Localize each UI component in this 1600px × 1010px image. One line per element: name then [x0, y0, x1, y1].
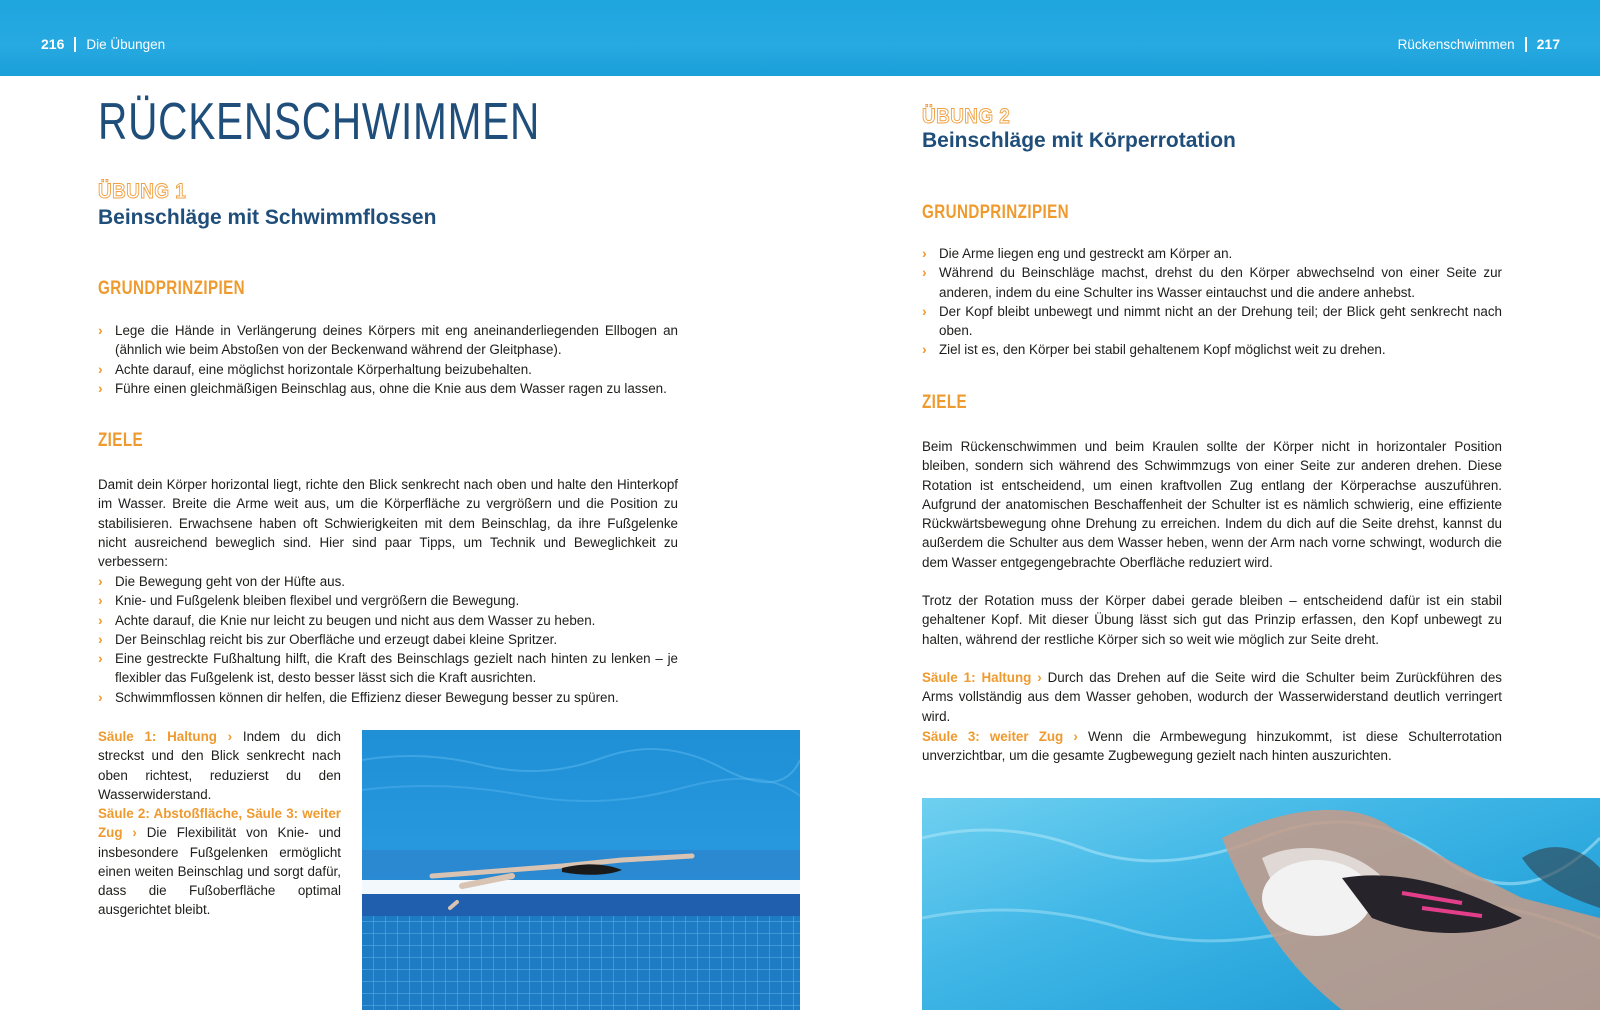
chevron-right-icon: ›	[1063, 729, 1088, 744]
list-item: › Lege die Hände in Verlängerung deines Körpers mit eng aneinanderliegenden Ellbogen an (ähnlich wie beim Abstoßen von der Beckenwand während der Gleitphase).	[98, 322, 678, 358]
list-item: › Ziel ist es, den Körper bei stabil gehaltenem Kopf möglichst weit zu drehen.	[922, 340, 1502, 359]
left-grundprinzipien-heading: GRUNDPRINZIPIEN	[98, 278, 246, 299]
chevron-right-icon: ›	[922, 341, 927, 358]
right-page-number: 217	[1536, 36, 1560, 52]
saeule-1-label: Säule 1: Haltung	[98, 729, 217, 744]
left-saeule-2	[98, 804, 341, 920]
list-item: › Führe einen gleichmäßigen Beinschlag aus, ohne die Knie aus dem Wasser ragen zu lassen.	[98, 379, 678, 398]
backstroke-swimmer-illustration	[922, 798, 1600, 1010]
left-tips-list	[98, 572, 678, 707]
right-saeule-1	[922, 668, 1502, 726]
underwater-swimmer-illustration	[362, 730, 800, 1010]
list-item: › Die Arme liegen eng und gestreckt am Körper an.	[922, 244, 1502, 263]
header-right	[1398, 36, 1560, 52]
chevron-right-icon: ›	[1031, 670, 1048, 685]
left-ziele-heading: ZIELE	[98, 430, 144, 451]
chevron-right-icon: ›	[98, 322, 103, 338]
exercise-2-title: Beinschläge mit Körperrotation	[922, 129, 1236, 152]
chevron-right-icon: ›	[98, 379, 103, 396]
right-grundprinzipien-list	[922, 244, 1502, 360]
left-running-title: Die Übungen	[86, 36, 166, 52]
chevron-right-icon: ›	[98, 688, 103, 705]
header-divider	[74, 37, 76, 52]
saeule-2-text: Die Flexibilität von Knie- und insbesondere Fußgelenken ermöglicht einen weiten Beinschlag und sorgt dafür, dass die Fußoberfläche optimal ausgerichtet bleibt.	[98, 825, 341, 918]
left-saeule-1	[98, 727, 341, 804]
right-ziele-paragraph-1: Beim Rückenschwimmen und beim Kraulen sollte der Körper nicht in horizontaler Position bleiben, sondern sich während des Schwimmzugs von einer Seite zur anderen drehen. Diese Rotation ist entscheidend, um einen kraftvollen Zug entlang der Körperachse auszuführen. Aufgrund der anatomischen Beschaffenheit der Schulter ist es nämlich schwierig, eine effiziente Rückwärtsbewegung ohne Drehung zu erreichen. Indem du dich auf die Seite drehst, kannst du außerdem die Schulter aus dem Wasser heben, wenn der Arm nach vorne schwingt, wodurch die dem Wasser entgegengebrachte Oberfläche reduziert wird.	[922, 439, 1502, 570]
chevron-right-icon: ›	[922, 302, 927, 319]
list-item: › Der Kopf bleibt unbewegt und nimmt nicht an der Drehung teil; der Blick geht senkrecht nach oben.	[922, 302, 1502, 339]
saeule-3-label: Säule 3: weiter Zug	[922, 729, 1064, 744]
left-ziele-text: Damit dein Körper horizontal liegt, richte den Blick senkrecht nach oben und halte den Hinterkopf im Wasser. Breite die Arme weit aus, um die Körperfläche zu vergrößern und die Position zu stabilisieren. Erwachsene haben oft Schwierigkeiten mit dem Beinschlag, da ihre Fußgelenke nicht ausreichend beweglich sind. Hier sind paar Tipps, um Technik und Beweglichkeit zu verbessern:	[98, 477, 678, 570]
saeule-1-text: Durch das Drehen auf die Seite wird die Schulter beim Zurückführen des Arms vollständig aus dem Wasser gehoben, wodurch der Wasserwiderstand deutlich verringert wird.	[922, 670, 1502, 724]
list-item: › Schwimmflossen können dir helfen, die Effizienz dieser Bewegung besser zu spüren.	[98, 688, 678, 707]
header-bar	[0, 0, 1600, 76]
left-grundprinzipien-list	[98, 321, 678, 398]
saeule-3-text: Wenn die Armbewegung hinzukommt, ist diese Schulterrotation unverzichtbar, um die gesamte Zugbewegung gezielt nach hinten auszurichten.	[922, 729, 1502, 764]
chevron-right-icon: ›	[98, 611, 103, 628]
list-item: › Achte darauf, die Knie nur leicht zu beugen und nicht aus dem Wasser zu heben.	[98, 611, 678, 630]
header-divider	[1525, 37, 1527, 52]
right-ziele-heading: ZIELE	[922, 392, 968, 413]
backstroke-swimmer-photo	[922, 798, 1600, 1010]
chevron-right-icon: ›	[98, 592, 103, 609]
list-item: › Während du Beinschläge machst, drehst du den Körper abwechselnd von einer Seite zur anderen, indem du eine Schulter ins Wasser eintauchst und die andere anhebst.	[922, 264, 1502, 300]
list-item: › Achte darauf, eine möglichst horizontale Körperhaltung beizubehalten.	[98, 360, 678, 379]
chapter-title: RÜCKENSCHWIMMEN	[98, 93, 541, 151]
chevron-right-icon: ›	[98, 573, 103, 589]
right-grundprinzipien-heading: GRUNDPRINZIPIEN	[922, 202, 1070, 223]
right-running-title: Rückenschwimmen	[1397, 36, 1515, 52]
chevron-right-icon: ›	[922, 264, 927, 281]
list-item: › Knie- und Fußgelenk bleiben flexibel und vergrößern die Bewegung.	[98, 591, 678, 610]
chevron-right-icon: ›	[122, 825, 147, 841]
list-item: › Der Beinschlag reicht bis zur Oberfläche und erzeugt dabei kleine Spritzer.	[98, 630, 678, 649]
chevron-right-icon: ›	[98, 630, 103, 647]
underwater-swimmer-photo	[362, 730, 800, 1010]
right-saeule-3	[922, 727, 1502, 766]
chevron-right-icon: ›	[216, 729, 243, 744]
saeule-1-text: Indem du dich streckst und den Blick senkrecht nach oben richtest, reduzierst du den Wasserwiderstand.	[98, 729, 341, 802]
list-item: › Die Bewegung geht von der Hüfte aus.	[98, 572, 678, 591]
chevron-right-icon: ›	[922, 245, 927, 261]
left-page-number: 216	[41, 36, 65, 52]
chevron-right-icon: ›	[98, 650, 103, 667]
exercise-2-label: ÜBUNG 2	[922, 105, 1011, 128]
right-ziele-paragraph-2: Trotz der Rotation muss der Körper dabei gerade bleiben – entscheidend dafür ist ein stabil gehaltener Kopf. Mit dieser Übung lässt sich gut das Prinzip erfassen, den Kopf unbewegt zu halten, während der restliche Körper sich so weit wie möglich zur Seite dreht.	[922, 593, 1502, 647]
list-item: › Eine gestreckte Fußhaltung hilft, die Kraft des Beinschlags gezielt nach hinten zu lenken – je flexibler das Fußgelenk ist, desto besser lässt sich die Kraft ausrichten.	[98, 650, 678, 686]
saeule-1-label: Säule 1: Haltung	[922, 670, 1032, 685]
header-left	[41, 36, 165, 52]
saeule-2-label: Säule 2: Abstoßfläche, Säule 3: weiter Zug	[98, 806, 341, 841]
exercise-1-title: Beinschläge mit Schwimmflossen	[98, 206, 437, 229]
exercise-1-label: ÜBUNG 1	[98, 180, 187, 203]
chevron-right-icon: ›	[98, 360, 103, 377]
